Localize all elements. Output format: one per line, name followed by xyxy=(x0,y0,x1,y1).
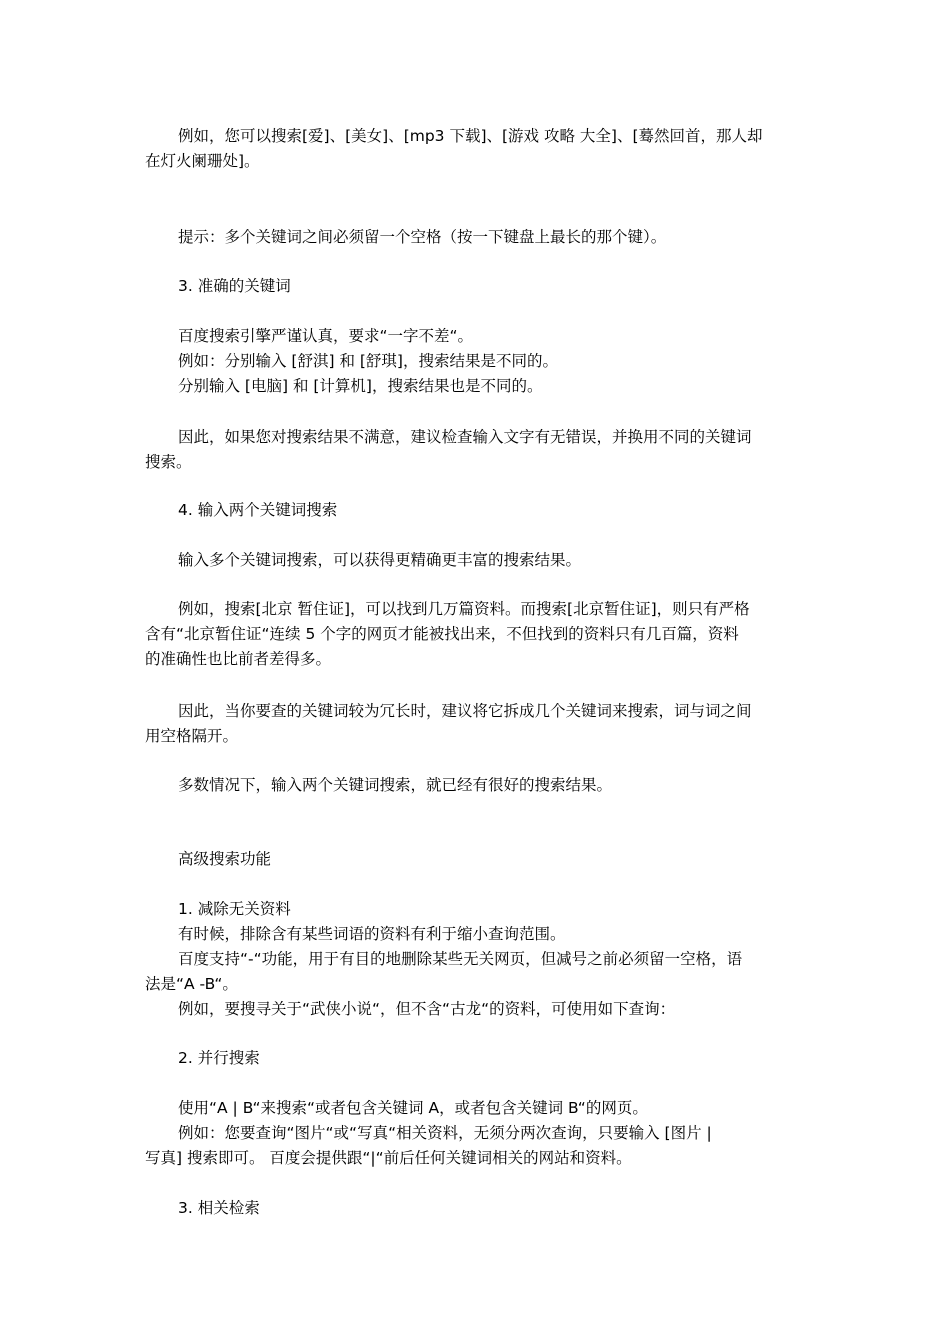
text-line: 例如，搜索[北京 暂住证]，可以找到几万篇资料。而搜索[北京暂住证]，则只有严格 xyxy=(178,600,750,618)
text-line: 有时候，排除含有某些词语的资料有利于缩小查询范围。 xyxy=(178,925,566,943)
paragraph-split-keywords xyxy=(145,699,809,749)
text-line: 百度搜索引擎严谨认真，要求“一字不差“。 xyxy=(178,327,474,345)
section-heading-accurate-keywords xyxy=(145,274,809,299)
text-line: 搜索。 xyxy=(145,453,192,471)
subheading-text: 1. 减除无关资料 xyxy=(178,900,291,918)
text-line: 用空格隔开。 xyxy=(145,727,239,745)
text-line: 在灯火阑珊处]。 xyxy=(145,152,260,170)
heading-text: 2. 并行搜索 xyxy=(178,1049,260,1067)
text-line: 例如，您可以搜索[爱]、[美女]、[mp3 下载]、[游戏 攻略 大全]、[蓦然回首，那人却 xyxy=(178,127,763,145)
paragraph-two-keywords-good xyxy=(145,773,809,798)
text-line: 使用“A | B“来搜索“或者包含关键词 A，或者包含关键词 B“的网页。 xyxy=(178,1099,648,1117)
text-line: 分别输入 [电脑] 和 [计算机]，搜索结果也是不同的。 xyxy=(178,377,543,395)
text-line: 因此，当你要查的关键词较为冗长时，建议将它拆成几个关键词来搜索，词与词之间 xyxy=(178,702,752,720)
text-line: 百度支持“-“功能，用于有目的地删除某些无关网页，但减号之前必须留一空格，语 xyxy=(178,950,743,968)
heading-text: 4. 输入两个关键词搜索 xyxy=(178,501,338,519)
heading-text: 3. 相关检索 xyxy=(178,1199,260,1217)
paragraph-or-search xyxy=(145,1096,809,1171)
heading-text: 3. 准确的关键词 xyxy=(178,277,291,295)
paragraph-example-residence-permit xyxy=(145,597,809,672)
paragraph-check-input xyxy=(145,425,809,475)
section-heading-related-search xyxy=(145,1196,809,1221)
paragraph-multiple-keywords xyxy=(145,548,809,573)
text-line: 例如：您要查询“图片“或“写真“相关资料，无须分两次查询，只要输入 [图片 | xyxy=(178,1124,712,1142)
text-line: 因此，如果您对搜索结果不满意，建议检查输入文字有无错误，并换用不同的关键词 xyxy=(178,428,752,446)
text-line: 例如，要搜寻关于“武侠小说“，但不含“古龙“的资料，可使用如下查询： xyxy=(178,1000,676,1018)
text-line: 例如：分别输入 [舒淇] 和 [舒琪]，搜索结果是不同的。 xyxy=(178,352,558,370)
section-heading-two-keywords xyxy=(145,498,809,523)
paragraph-tip-space xyxy=(145,225,809,250)
section-heading-parallel-search xyxy=(145,1046,809,1071)
text-line: 提示：多个关键词之间必须留一个空格（按一下键盘上最长的那个键）。 xyxy=(178,228,667,246)
text-line: 输入多个关键词搜索，可以获得更精确更丰富的搜索结果。 xyxy=(178,551,582,569)
paragraph-exact-match xyxy=(145,324,809,399)
text-line: 写真] 搜索即可。 百度会提供跟“|“前后任何关键词相关的网站和资料。 xyxy=(145,1149,632,1167)
text-line: 含有“北京暂住证“连续 5 个字的网页才能被找出来，不但找到的资料只有几百篇，资料 xyxy=(145,625,739,643)
heading-text: 高级搜索功能 xyxy=(178,850,272,868)
text-line: 法是“A -B“。 xyxy=(145,975,238,993)
paragraph-exclude-results xyxy=(145,897,809,1022)
text-line: 多数情况下，输入两个关键词搜索，就已经有很好的搜索结果。 xyxy=(178,776,613,794)
text-line: 的准确性也比前者差得多。 xyxy=(145,650,332,668)
section-heading-advanced-search xyxy=(145,847,809,872)
paragraph-example-keywords xyxy=(145,124,809,174)
